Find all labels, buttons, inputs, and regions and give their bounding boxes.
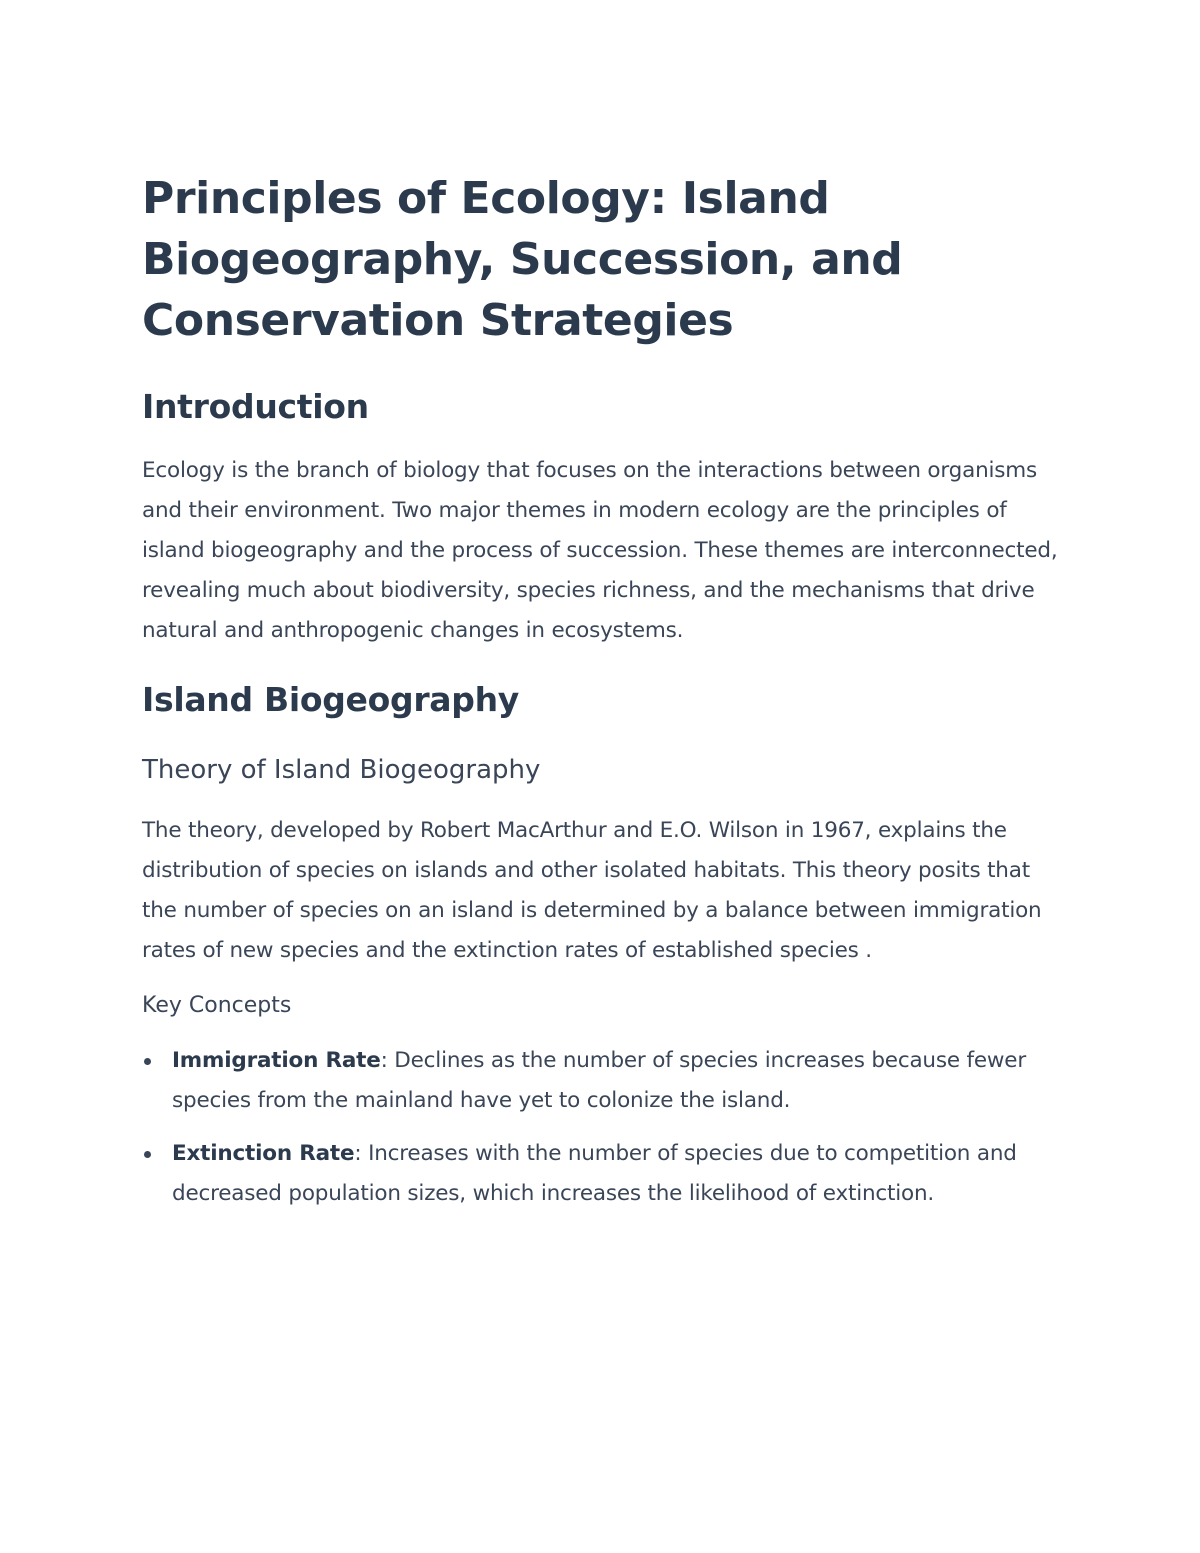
- introduction-heading: Introduction: [142, 387, 369, 426]
- bullet-icon: [144, 1151, 151, 1158]
- list-item: [142, 1134, 1062, 1214]
- concept-description: : Declines as the number of species increases because fewer species from the mainland have yet to colonize the island.: [172, 1048, 1026, 1113]
- bullet-icon: [144, 1058, 151, 1065]
- theory-heading: Theory of Island Biogeography: [142, 755, 541, 785]
- key-concepts-list: [142, 1041, 1062, 1214]
- concept-term: Immigration Rate: [172, 1048, 381, 1073]
- introduction-paragraph: Ecology is the branch of biology that focuses on the interactions between organisms and their environment. Two major themes in modern ecology are the principles of island biogeography and the process of succession. These themes are interconnected, revealing much about biodiversity, species richness, and the mechanisms that drive natural and anthropogenic changes in ecosystems.: [142, 458, 1058, 643]
- key-concepts-heading: Key Concepts: [142, 993, 292, 1018]
- document-title: Principles of Ecology: Island Biogeography, Succession, and Conservation Strategies: [142, 173, 903, 346]
- document-page: [142, 168, 1062, 1227]
- list-item: [142, 1041, 1062, 1121]
- island-biogeography-heading: Island Biogeography: [142, 680, 520, 719]
- theory-paragraph: The theory, developed by Robert MacArthur and E.O. Wilson in 1967, explains the distribution of species on islands and other isolated habitats. This theory posits that the number of species on an island is determined by a balance between immigration rates of new species and the extinction rates of established species .: [142, 818, 1042, 963]
- concept-description: : Increases with the number of species due to competition and decreased population sizes, which increases the likelihood of extinction.: [172, 1141, 1017, 1206]
- concept-term: Extinction Rate: [172, 1141, 355, 1166]
